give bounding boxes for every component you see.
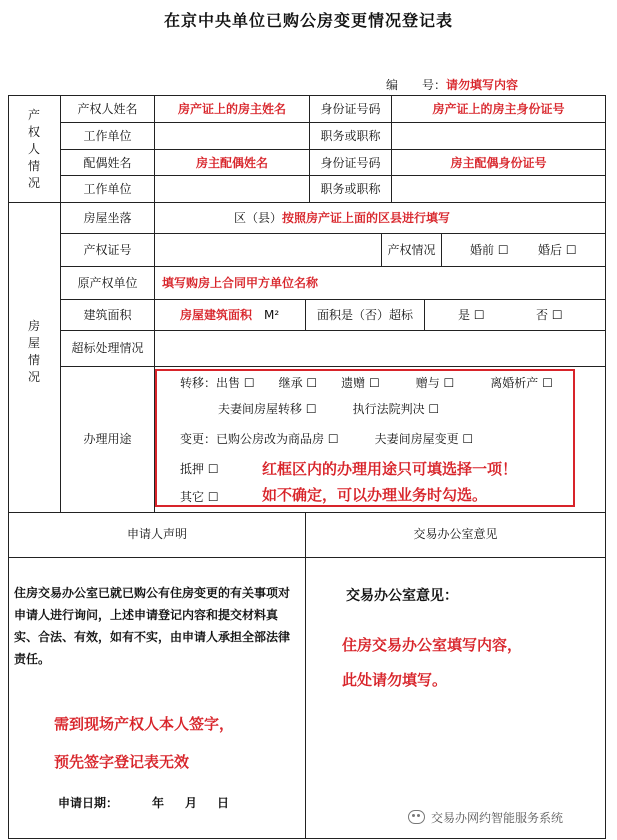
district-value[interactable]: 按照房产证上面的区县进行填写 — [282, 211, 451, 225]
area-unit: M² — [264, 308, 280, 322]
serial-label: 编 号： — [386, 78, 447, 92]
wechat-icon — [408, 810, 425, 824]
purpose-note-2: 如不确定，可以办理业务时勾选。 — [262, 486, 488, 504]
owner-id-label: 身份证号码 — [320, 102, 381, 116]
purpose-label: 办理用途 — [83, 432, 132, 446]
office-opinion-title: 交易办公室意见： — [346, 588, 458, 604]
office-header: 交易办公室意见 — [413, 527, 498, 541]
owner-work-label: 工作单位 — [83, 129, 132, 143]
purpose-transfer-options[interactable]: 转移：出售 ☐ 继承 ☐ 遗赠 ☐ 赠与 ☐ 离婚析产 ☐ — [180, 376, 553, 390]
office-note-1: 住房交易办公室填写内容， — [342, 636, 523, 654]
date-day: 日 — [217, 796, 230, 810]
declaration-text: 住房交易办公室已就已购公有住房变更的有关事项对申请人进行询问，上述申请登记内容和提交材料真实、合法、有效，如有不实，由申请人承担全部法律责任。 — [14, 586, 291, 666]
declaration-header: 申请人声明 — [126, 527, 187, 541]
after-marriage-checkbox[interactable]: 婚后 ☐ — [538, 243, 577, 257]
purpose-transfer-options-2[interactable]: 夫妻间房屋转移 ☐ 执行法院判决 ☐ — [218, 402, 440, 416]
spouse-title-label: 职务或职称 — [320, 182, 381, 196]
spouse-work-label: 工作单位 — [83, 182, 132, 196]
page-title: 在京中央单位已购公房变更情况登记表 — [163, 11, 453, 30]
serial-number — [386, 76, 518, 93]
spouse-id-value[interactable]: 房主配偶身份证号 — [450, 156, 547, 170]
office-note-2: 此处请勿填写。 — [342, 671, 448, 689]
orig-unit-label: 原产权单位 — [77, 276, 138, 290]
owner-name-value[interactable]: 房产证上的房主姓名 — [177, 102, 286, 116]
watermark — [408, 809, 563, 826]
declaration-note-2: 预先签字登记表无效 — [54, 753, 190, 771]
serial-value: 请勿填写内容 — [446, 78, 519, 92]
declaration-note-1: 需到现场产权人本人签字， — [54, 715, 235, 733]
before-marriage-checkbox[interactable]: 婚前 ☐ — [470, 243, 509, 257]
area-value[interactable]: 房屋建筑面积 — [180, 308, 253, 322]
exceed-handle-label: 超标处理情况 — [71, 341, 144, 355]
owner-section-label: 产权人情况 — [27, 108, 40, 190]
district-label: 区（县） — [234, 211, 283, 225]
purpose-note-1: 红框区内的办理用途只可填选择一项！ — [262, 460, 518, 478]
spouse-id-label: 身份证号码 — [320, 156, 381, 170]
date-year: 年 — [152, 796, 165, 810]
orig-unit-value[interactable]: 填写购房上合同甲方单位名称 — [162, 276, 319, 290]
exceed-yes-checkbox[interactable]: 是 ☐ — [458, 308, 485, 322]
location-label: 房屋坐落 — [83, 211, 132, 225]
right-label: 产权情况 — [387, 243, 436, 257]
spouse-name-label: 配偶姓名 — [83, 156, 132, 170]
owner-title-label: 职务或职称 — [320, 129, 381, 143]
exceed-label: 面积是（否）超标 — [316, 308, 413, 322]
watermark-text: 交易办网约智能服务系统 — [431, 811, 564, 825]
spouse-name-value[interactable]: 房主配偶姓名 — [195, 156, 268, 170]
owner-id-value[interactable]: 房产证上的房主身份证号 — [432, 102, 565, 116]
purpose-change-options[interactable]: 变更：已购公房改为商品房 ☐ 夫妻间房屋变更 ☐ — [180, 432, 474, 446]
date-month: 月 — [185, 796, 198, 810]
house-section-label: 房屋情况 — [27, 319, 40, 384]
application-date-label: 申请日期： — [58, 796, 119, 810]
exceed-no-checkbox[interactable]: 否 ☐ — [536, 308, 563, 322]
purpose-other-checkbox[interactable]: 其它 ☐ — [180, 490, 219, 504]
owner-name-label: 产权人姓名 — [77, 102, 138, 116]
purpose-mortgage-checkbox[interactable]: 抵押 ☐ — [180, 462, 219, 476]
cert-label: 产权证号 — [83, 243, 132, 257]
area-label: 建筑面积 — [83, 308, 132, 322]
